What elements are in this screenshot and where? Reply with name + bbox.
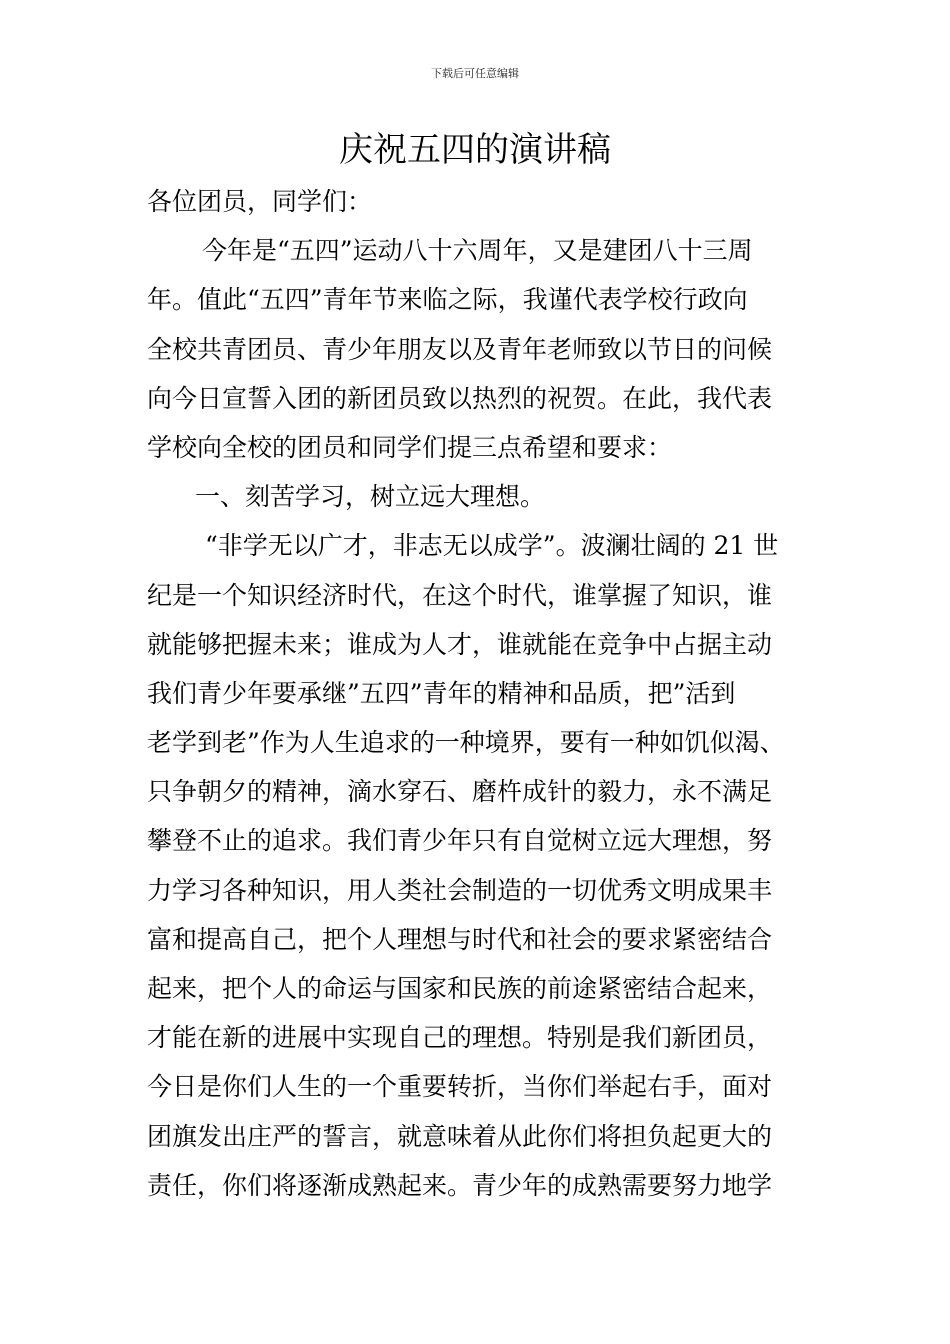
paragraph-line: 纪是一个知识经济时代，在这个时代，谁掌握了知识，谁 — [147, 580, 773, 610]
paragraph-line: 就能够把握未来；谁成为人才，谁就能在竞争中占据主动 — [147, 629, 773, 659]
paragraph-line: 团旗发出庄严的誓言，就意味着从此你们将担负起更大的 — [147, 1121, 773, 1151]
paragraph-line: 我们青少年要承继”五四”青年的精神和品质，把”活到 — [147, 678, 736, 708]
paragraph-line: 攀登不止的追求。我们青少年只有自觉树立远大理想，努 — [147, 826, 773, 856]
paragraph-line: 才能在新的进展中实现自己的理想。特别是我们新团员， — [147, 1023, 773, 1053]
salutation-line: 各位团员，同学们： — [147, 187, 373, 216]
paragraph-line: 只争朝夕的精神，滴水穿石、磨杵成针的毅力，永不满足 — [147, 777, 773, 807]
paragraph-line: 起来，把个人的命运与国家和民族的前途紧密结合起来， — [147, 974, 773, 1003]
paragraph-line: 今年是“五四”运动八十六周年，又是建团八十三周 — [202, 236, 753, 266]
paragraph-line: 今日是你们人生的一个重要转折，当你们举起右手，面对 — [147, 1072, 773, 1102]
document-title: 庆祝五四的演讲稿 — [339, 130, 611, 170]
paragraph-line: 年。值此“五四”青年节来临之际，我谨代表学校行政向 — [147, 285, 748, 315]
section-heading: 一、刻苦学习，树立远大理想。 — [195, 482, 546, 512]
paragraph-line: 全校共青团员、青少年朋友以及青年老师致以节日的问候 — [147, 334, 773, 364]
paragraph-line: 老学到老”作为人生追求的一种境界，要有一种如饥似渴、 — [147, 728, 785, 758]
paragraph-line: 向今日宣誓入团的新团员致以热烈的祝贺。在此，我代表 — [147, 383, 773, 413]
document-body — [147, 177, 847, 1210]
paragraph-line: 责任，你们将逐渐成熟起来。青少年的成熟需要努力地学 — [147, 1170, 773, 1200]
paragraph-line: 富和提高自己，把个人理想与时代和社会的要求紧密结合 — [147, 924, 773, 954]
paragraph-line: 学校向全校的团员和同学们提三点希望和要求： — [147, 432, 673, 462]
header-note: 下载后可任意编辑 — [431, 67, 519, 80]
paragraph-line: “非学无以广才，非志无以成学”。波澜壮阔的 21 世 — [205, 531, 779, 561]
paragraph-line: 力学习各种知识，用人类社会制造的一切优秀文明成果丰 — [147, 875, 773, 905]
